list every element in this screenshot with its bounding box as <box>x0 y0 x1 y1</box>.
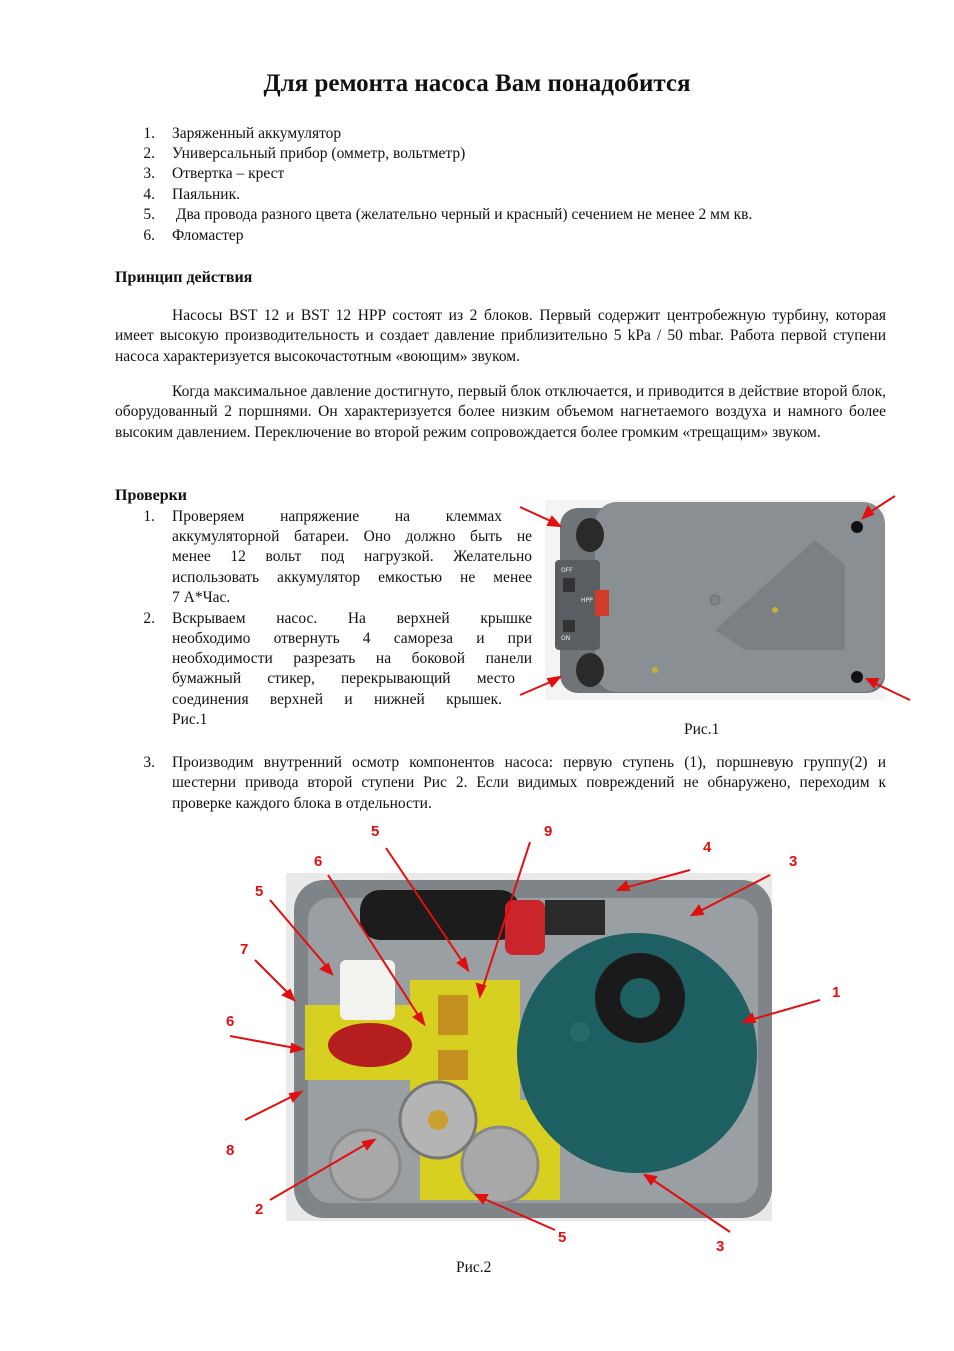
fig2-label: 5 <box>558 1229 567 1246</box>
section-heading-checks: Проверки <box>115 487 188 504</box>
text-line: Вскрываем насос. На верхней крышке <box>172 610 532 627</box>
figure-2-pump-internals <box>220 820 820 1250</box>
hpp-label: HPP <box>581 597 593 604</box>
list-text: Отвертка – крест <box>172 165 285 182</box>
list-number: 2. <box>143 145 155 162</box>
fig2-label: 4 <box>703 839 712 856</box>
text-line: использовать аккумулятор емкостью не менее <box>172 569 532 586</box>
list-number: 3. <box>143 165 155 182</box>
page-title: Для ремонта насоса Вам понадобится <box>263 70 691 97</box>
text-line: Рис.1 <box>172 711 208 728</box>
fig2-label: 3 <box>789 853 798 870</box>
text-line: 7 А*Час. <box>172 589 231 606</box>
text-line: менее 12 вольт под нагрузкой. Желательно <box>172 548 532 565</box>
list-text: Фломастер <box>172 227 244 244</box>
on-label: ON <box>561 635 571 642</box>
list-text: Универсальный прибор (омметр, вольтметр) <box>172 145 466 162</box>
list-text: Два провода разного цвета (желательно черный и красный) сечением не менее 2 мм кв. <box>172 206 753 223</box>
gear <box>330 1130 400 1200</box>
fig2-label: 5 <box>255 883 264 900</box>
figure-2-caption: Рис.2 <box>456 1259 492 1276</box>
list-number: 1. <box>143 125 155 142</box>
list-text: Заряженный аккумулятор <box>172 125 342 142</box>
fig2-label: 3 <box>716 1238 725 1255</box>
text-line: необходимо отвернуть 4 самореза и при <box>172 630 532 647</box>
text-line: аккумуляторной батареи. Оно должно быть не <box>172 528 532 545</box>
fig2-label: 1 <box>832 984 841 1001</box>
list-number-text: 3. <box>143 754 155 771</box>
list-text: Паяльник. <box>172 186 241 203</box>
list-number: 6. <box>143 227 155 244</box>
gear <box>462 1127 538 1203</box>
text-line: бумажный стикер, перекрывающий место <box>172 670 515 687</box>
screw-hole <box>851 671 863 683</box>
figure-1-pump-photo <box>515 490 915 705</box>
principle-paragraph-2: Когда максимальное давление достигнуто, первый блок отключается, и приводится в действие второй блок, оборудованный 2 поршнями. Он характеризуется более низким объемом нагнетаемого воздуха и намного более высоким давлением. Переключение во второй режим сопровождается более громким «трещащим» звуком. <box>115 383 886 441</box>
text-line: Проверяем напряжение на клеммах <box>172 508 502 525</box>
fig2-label: 2 <box>255 1201 264 1218</box>
list-number: 5. <box>143 206 155 223</box>
list-number-text: 1. <box>143 508 155 525</box>
fig2-label: 9 <box>544 823 553 840</box>
fig2-label: 6 <box>314 853 323 870</box>
section-heading-principle: Принцип действия <box>115 269 253 286</box>
fig2-label: 7 <box>240 941 249 958</box>
list-number: 4. <box>143 186 155 203</box>
screw-hole <box>851 521 863 533</box>
figure-1-caption: Рис.1 <box>684 721 720 738</box>
off-label: OFF <box>561 567 573 574</box>
fig2-label: 5 <box>371 823 380 840</box>
fig2-label: 8 <box>226 1142 235 1159</box>
text-line: соединения верхней и нижней крышек. <box>172 691 502 708</box>
check-item-3: Производим внутренний осмотр компонентов насоса: первую ступень (1), поршневую группу(2) и шестерни привода второй ступени Рис 2. Если видимых повреждений не обнаружено, переходим к проверке каждого блока в отдельности. <box>172 754 886 812</box>
list-number-text: 2. <box>143 610 155 627</box>
principle-paragraph-1: Насосы BST 12 и BST 12 HPP состоят из 2 блоков. Первый содержит центробежную турбину, которая имеет высокую производительность и создает давление приблизительно 5 kPa / 50 mbar. Работа первой ступени насоса характеризуется высокочастотным «воющим» звуком. <box>115 307 886 365</box>
text-line: необходимости разрезать на боковой панели <box>172 650 532 667</box>
fig2-label: 6 <box>226 1013 235 1030</box>
